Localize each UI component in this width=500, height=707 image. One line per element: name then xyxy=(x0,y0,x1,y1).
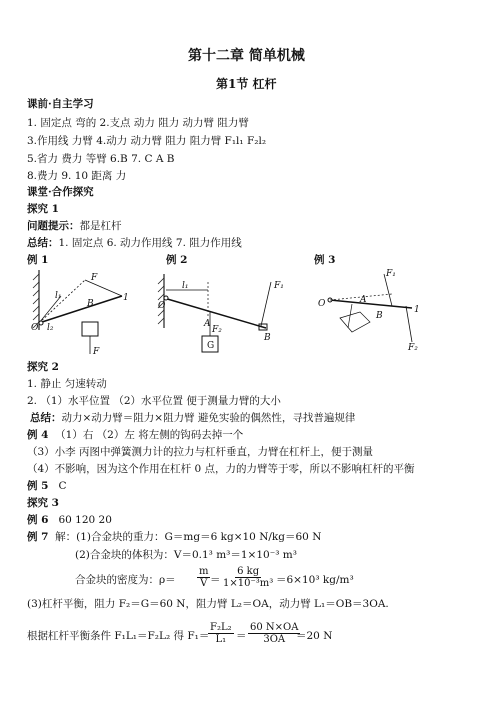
example-4-text: （1）右 （2）左 将左侧的钩码去掉一个 xyxy=(55,429,244,441)
force-line-1 xyxy=(39,280,85,323)
explore1-hint xyxy=(27,220,122,233)
example-5 xyxy=(27,480,67,493)
chapter-title: 第十二章 简单机械 xyxy=(188,48,305,64)
pre-class-line-4: 8.费力 9. 10 距离 力 xyxy=(27,170,127,182)
d3-label-B: B xyxy=(376,311,383,321)
d1-label-1: 1 xyxy=(123,293,129,303)
line5-prefix: 根据杠杆平衡条件 F₁L₁＝F₂L₂ 得 F₁＝ xyxy=(27,630,210,642)
explore2-heading: 探究 2 xyxy=(27,361,59,373)
density-frac2-den: 1×10⁻³m³ xyxy=(223,578,274,589)
pre-class-line-2: 3.作用线 力臂 4.动力 动力臂 阻力 阻力臂 F₁l₁ F₂l₂ xyxy=(27,135,267,147)
example-7-label: 例 7 xyxy=(27,531,49,543)
example-7-line-2: (2)合金块的体积为：V＝0.1³ m³＝1×10⁻³ m³ xyxy=(75,549,297,561)
example-7-line-4: (3)杠杆平衡，阻力 F₂＝G＝60 N，阻力臂 L₂＝OA，动力臂 L₁＝OB＝3OA. xyxy=(27,598,389,610)
density-frac1-den: V xyxy=(200,578,208,589)
lever-rod-1 xyxy=(39,296,122,323)
example-7-line-1 xyxy=(27,531,321,544)
explore2-line-2: 2. （1）水平位置 （2）水平位置 便于测量力臂的大小 xyxy=(27,395,281,407)
density-fraction-1 xyxy=(197,566,210,589)
hook-line-3 xyxy=(348,304,352,328)
example-1-label: 例 1 xyxy=(27,254,49,266)
hint-label: 问题提示： xyxy=(27,220,80,232)
pre-class-heading: 课前·自主学习 xyxy=(27,98,94,110)
section-title: 第1节 杠杆 xyxy=(216,77,277,91)
example-4 xyxy=(27,429,243,442)
explore1-heading: 探究 1 xyxy=(27,203,59,215)
example-2-label: 例 2 xyxy=(166,254,188,266)
d1-label-l2: l₂ xyxy=(47,323,54,333)
d3-label-O: O xyxy=(318,299,326,309)
wall-hatch-1 xyxy=(33,270,39,330)
d2-label-F2: F₂ xyxy=(212,325,222,335)
d1-label-B: B xyxy=(87,299,94,309)
d1-label-l1: l₁ xyxy=(55,291,62,301)
d3-label-F1: F₁ xyxy=(386,269,396,279)
density-fraction-2 xyxy=(221,566,275,589)
density-prefix: 合金块的密度为：ρ＝ xyxy=(75,574,176,586)
pre-class-line-1: 1. 固定点 弯的 2.支点 动力 阻力 动力臂 阻力臂 xyxy=(27,117,249,129)
d2-label-G: G xyxy=(207,341,215,351)
balance-fraction-1 xyxy=(208,622,234,645)
d2-label-B: B xyxy=(264,333,271,343)
summary-text: 1. 固定点 6. 动力作用线 7. 阻力作用线 xyxy=(58,237,242,249)
lever-rod-3 xyxy=(330,300,412,308)
d3-label-1: 1 xyxy=(414,305,420,315)
density-frac1-num: m xyxy=(199,566,209,577)
example-4-label: 例 4 xyxy=(27,429,49,441)
force-f1-2 xyxy=(261,282,271,326)
example-5-label: 例 5 xyxy=(27,480,49,492)
lever-rod-2 xyxy=(164,298,266,328)
d3-label-A: A xyxy=(360,295,367,305)
explore2-line-1: 1. 静止 匀速转动 xyxy=(27,378,107,390)
d2-label-A: A xyxy=(204,319,211,329)
diagram-example-1 xyxy=(27,268,147,358)
density-suffix: ＝6×10³ kg/m³ xyxy=(276,574,354,586)
example-6-text: 60 120 20 xyxy=(58,514,112,526)
explore1-summary xyxy=(27,237,242,250)
d1-label-O: O xyxy=(31,323,39,333)
example-5-text: C xyxy=(58,480,67,492)
summary-label: 总结： xyxy=(27,237,59,249)
weight-block-1 xyxy=(82,322,98,336)
pivot-o-1 xyxy=(39,321,43,325)
explore2-summary xyxy=(30,412,355,425)
pre-class-line-3: 5.省力 费力 等臂 6.B 7. C A B xyxy=(27,153,175,165)
diagram-example-2 xyxy=(156,268,296,358)
d1-label-F: F xyxy=(91,273,98,283)
density-eq: ＝ xyxy=(210,574,221,586)
balance-fraction-2 xyxy=(248,622,300,645)
density-frac2-num: 6 kg xyxy=(237,566,260,577)
balance-frac1-den: L₁ xyxy=(215,634,227,645)
balance-frac2-den: 3OA xyxy=(263,634,286,645)
in-class-heading: 课堂·合作探究 xyxy=(27,186,94,198)
example-4-line-4: （4）不影响，因为这个作用在杠杆 0 点，力的力臂等于零，所以不影响杠杆的平衡 xyxy=(27,463,415,475)
example-7-text-1: 解：(1)合金块的重力：G＝mg＝6 kg×10 N/kg＝60 N xyxy=(55,531,322,543)
example-6-label: 例 6 xyxy=(27,514,49,526)
balance-frac2-num: 60 N×OA xyxy=(250,622,299,633)
example-4-line-3: （3）小李 丙图中弹簧测力计的拉力与杠杆垂直，力臂在杠杆上，便于测量 xyxy=(27,446,374,458)
hint-text: 都是杠杆 xyxy=(79,220,122,232)
line5-suffix: ＝20 N xyxy=(296,630,333,642)
d2-label-l1: l₁ xyxy=(182,281,189,291)
d2-label-O: O xyxy=(158,301,166,311)
weight-shape-3 xyxy=(340,312,370,332)
pivot-o-2 xyxy=(164,296,168,300)
d2-label-F1: F₁ xyxy=(274,281,284,291)
example-3-label: 例 3 xyxy=(314,254,336,266)
d3-label-F2: F₂ xyxy=(408,343,418,353)
balance-frac1-num: F₂L₂ xyxy=(210,622,232,633)
example-6 xyxy=(27,514,112,527)
d1-label-F2: F xyxy=(93,347,100,357)
explore3-heading: 探究 3 xyxy=(27,497,59,509)
explore2-summary-label: 总结： xyxy=(30,412,62,424)
balance-eq: ＝ xyxy=(236,630,247,642)
diagram-example-3 xyxy=(312,266,442,356)
explore2-summary-text: 动力×动力臂＝阻力×阻力臂 避免实验的偶然性，寻找普遍规律 xyxy=(61,412,356,424)
force-f2-3 xyxy=(406,306,412,342)
